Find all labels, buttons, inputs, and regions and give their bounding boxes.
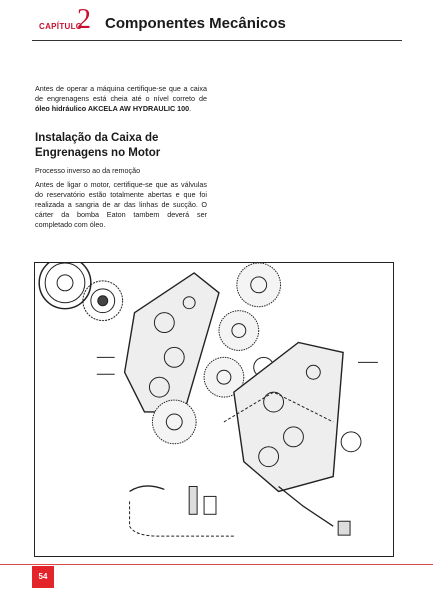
intro-suffix: . [189,104,192,113]
gearbox-diagram-icon [35,263,393,556]
intro-text: Antes de operar a máquina certifique-se que a caixa de engrenagens está cheia até o nível correto de [35,84,207,103]
page-header [0,0,433,44]
chapter-title: Componentes Mecânicos [105,15,286,32]
footer-divider [0,564,433,565]
section-subtitle: Processo inverso ao da remoção [35,166,141,175]
intro-paragraph [35,84,207,114]
chapter-number: 2 [77,4,91,35]
header-divider [32,40,402,41]
chapter-label: CAPÍTULO [39,22,83,31]
page-number-badge [32,566,54,588]
page-number: 54 [38,572,48,581]
oil-spec: óleo hidráulico AKCELA AW HYDRAULIC 100 [35,104,190,113]
section-title: Instalação da Caixa de Engrenagens no Motor [35,132,161,159]
gearbox-exploded-diagram [34,262,394,557]
section-body: Antes de ligar o motor, certifique-se que as válvulas do reservatório estão totalmente abertas e que foi realizada a sangria de ar das linhas de sucção. O cárter da bomba Eaton tambem deverá ser completado com óleo. [35,180,207,229]
